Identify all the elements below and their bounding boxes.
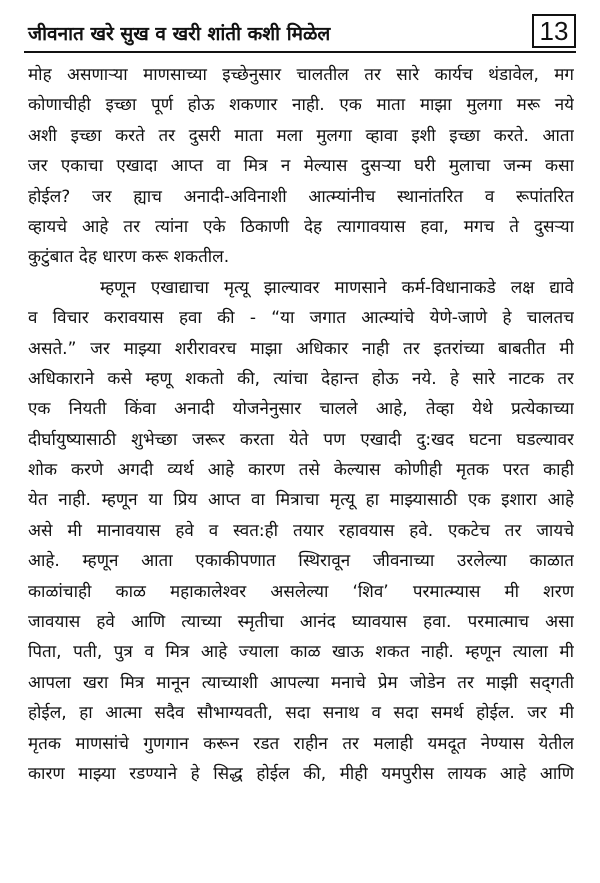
text-line: व विचार करावयास हवा की - “या जगात आत्म्यांचे येणे-जाणे हे चालतच xyxy=(28,308,574,329)
text-line: होईल? जर ह्याच अनादी-अविनाशी आत्म्यांनीच स्थानांतरित व रूपांतरित xyxy=(28,186,574,207)
header-rule xyxy=(24,51,576,53)
text-line: दीर्घायुष्यासाठी शुभेच्छा जरूर करता येते पण एखादी दु:खद घटना घडल्यावर xyxy=(28,429,574,450)
text-line: मोह असणाऱ्या माणसाच्या इच्छेनुसार चालतील तर सारे कार्यच थंडावेल, मग xyxy=(28,65,574,85)
text-line: येत नाही. म्हणून या प्रिय आप्त वा मित्राचा मृत्यू हा माझ्यासाठी एक इशारा आहे xyxy=(28,490,574,511)
text-line: व्हायचे आहे तर त्यांना एके ठिकाणी देह त्यागावयास हवा, मगच ते दुसऱ्या xyxy=(28,216,574,237)
text-line: काळांचाही काळ महाकालेश्वर असलेल्या ‘शिव’ परमात्म्यास मी शरण xyxy=(28,581,574,602)
text-line: आपला खरा मित्र मानून त्याच्याशी आपल्या मनाचे प्रेम जोडेन तर माझी सद्‌गती xyxy=(28,672,574,693)
text-line: अशी इच्छा करते तर दुसरी माता मला मुलगा व्हावा इशी इच्छा करते. आता xyxy=(28,125,574,146)
text-line: मृतक माणसांचे गुणगान करून रडत राहीन तर मलाही यमदूत नेण्यास येतील xyxy=(28,733,574,754)
paragraph-end-line: कुटुंबात देह धारण करू शकतील. xyxy=(28,247,230,268)
paragraph-start-line: म्हणून एखाद्याचा मृत्यू झाल्यावर माणसाने कर्म-विधानाकडे लक्ष द्यावे xyxy=(100,277,574,298)
text-line: आहे. म्हणून आता एकाकीपणात स्थिरावून जीवनाच्या उरलेल्या काळात xyxy=(28,551,574,572)
text-line: शोक करणे अगदी व्यर्थ आहे कारण तसे केल्यास कोणीही मृतक परत काही xyxy=(28,460,574,481)
text-line: असते.” जर माझ्या शरीरावरच माझा अधिकार नाही तर इतरांच्या बाबतीत मी xyxy=(28,338,574,359)
text-line: जावयास हवे आणि त्याच्या स्मृतीचा आनंद घ्यावयास हवा. परमात्माच असा xyxy=(28,612,574,633)
text-line: कारण माझ्या रडण्याने हे सिद्ध होईल की, मीही यमपुरीस लायक आहे आणि xyxy=(28,763,574,784)
text-line: होईल, हा आत्मा सदैव सौभाग्यवती, सदा सनाथ व सदा समर्थ होईल. जर मी xyxy=(28,703,574,724)
page-number: 13 xyxy=(532,14,576,48)
page-header xyxy=(24,14,576,56)
text-line: एक नियती किंवा अनादी योजनेनुसार चालले आहे, तेव्हा येथे प्रत्येकाच्या xyxy=(28,399,574,420)
text-line: असे मी मानावयास हवे व स्वत:ही तयार रहावयास हवे. एकटेच तर जायचे xyxy=(28,520,574,541)
text-line: पिता, पती, पुत्र व मित्र आहे ज्याला काळ खाऊ शकत नाही. म्हणून त्याला मी xyxy=(28,642,574,663)
text-line: कोणाचीही इच्छा पूर्ण होऊ शकणार नाही. एक माता माझा मुलगा मरू नये xyxy=(28,95,574,116)
text-line: अधिकाराने कसे म्हणू शकतो की, त्यांचा देहान्त होऊ नये. हे सारे नाटक तर xyxy=(28,368,574,389)
body-text xyxy=(28,60,574,789)
running-title: जीवनात खरे सुख व खरी शांती कशी मिळेल xyxy=(28,23,331,45)
text-line: जर एकाचा एखादा आप्त वा मित्र न मेल्यास दुसऱ्या घरी मुलाचा जन्म कसा xyxy=(28,156,574,177)
